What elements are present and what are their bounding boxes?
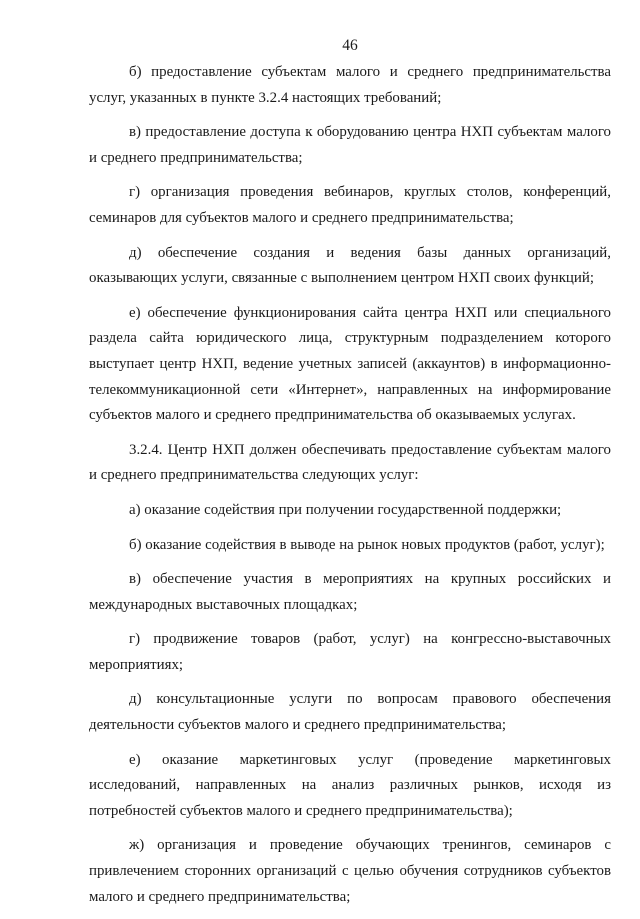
paragraph-d-legal-consulting: д) консультационные услуги по вопросам правового обеспечения деятельности субъектов малого и среднего предпринимательства; [89,691,611,734]
paragraph-e-marketing: е) оказание маркетинговых услуг (проведение маркетинговых исследований, направленных на анализ различных рынков, исходя из потребностей субъектов малого и среднего предпринимательства); [89,751,611,819]
paragraph-a-state-support: а) оказание содействия при получении государственной поддержки; [129,501,562,518]
paragraph-b-services: б) предоставление субъектам малого и среднего предпринимательства услуг, указанных в пункте 3.2.4 настоящих требований; [89,64,611,106]
paragraph-zh-trainings: ж) организация и проведение обучающих тренингов, семинаров с привлечением сторонних организаций с целью обучения сотрудников субъектов малого и среднего предпринимательства; [89,837,611,905]
paragraph-e-website: е) обеспечение функционирования сайта центра НХП или специального раздела сайта юридического лица, структурным подразделением которого выступает центр НХП, ведение учетных записей (аккаунтов) в информационно-телекоммуникационной сети «Интернет», направленных на информирование субъектов малого и среднего предпринимательства об оказываемых услугах. [89,304,611,424]
paragraph-3-2-4-heading: 3.2.4. Центр НХП должен обеспечивать предоставление субъектам малого и среднего предпринимательства следующих услуг: [89,441,611,484]
paragraph-v-exhibitions: в) обеспечение участия в мероприятиях на крупных российских и международных выставочных площадках; [89,571,611,613]
paragraph-g-webinars: г) организация проведения вебинаров, круглых столов, конференций, семинаров для субъектов малого и среднего предпринимательства; [89,184,611,226]
page-number: 46 [342,37,358,54]
paragraph-v-equipment-access: в) предоставление доступа к оборудованию центра НХП субъектам малого и среднего предпринимательства; [89,124,611,166]
document-body [89,60,611,919]
paragraph-g-congress-promotion: г) продвижение товаров (работ, услуг) на конгрессно-выставочных мероприятиях; [89,631,611,673]
paragraph-d-database: д) обеспечение создания и ведения базы данных организаций, оказывающих услуги, связанные с выполнением центром НХП своих функций; [89,244,611,287]
paragraph-b-new-products: б) оказание содействия в выводе на рынок новых продуктов (работ, услуг); [129,536,605,553]
